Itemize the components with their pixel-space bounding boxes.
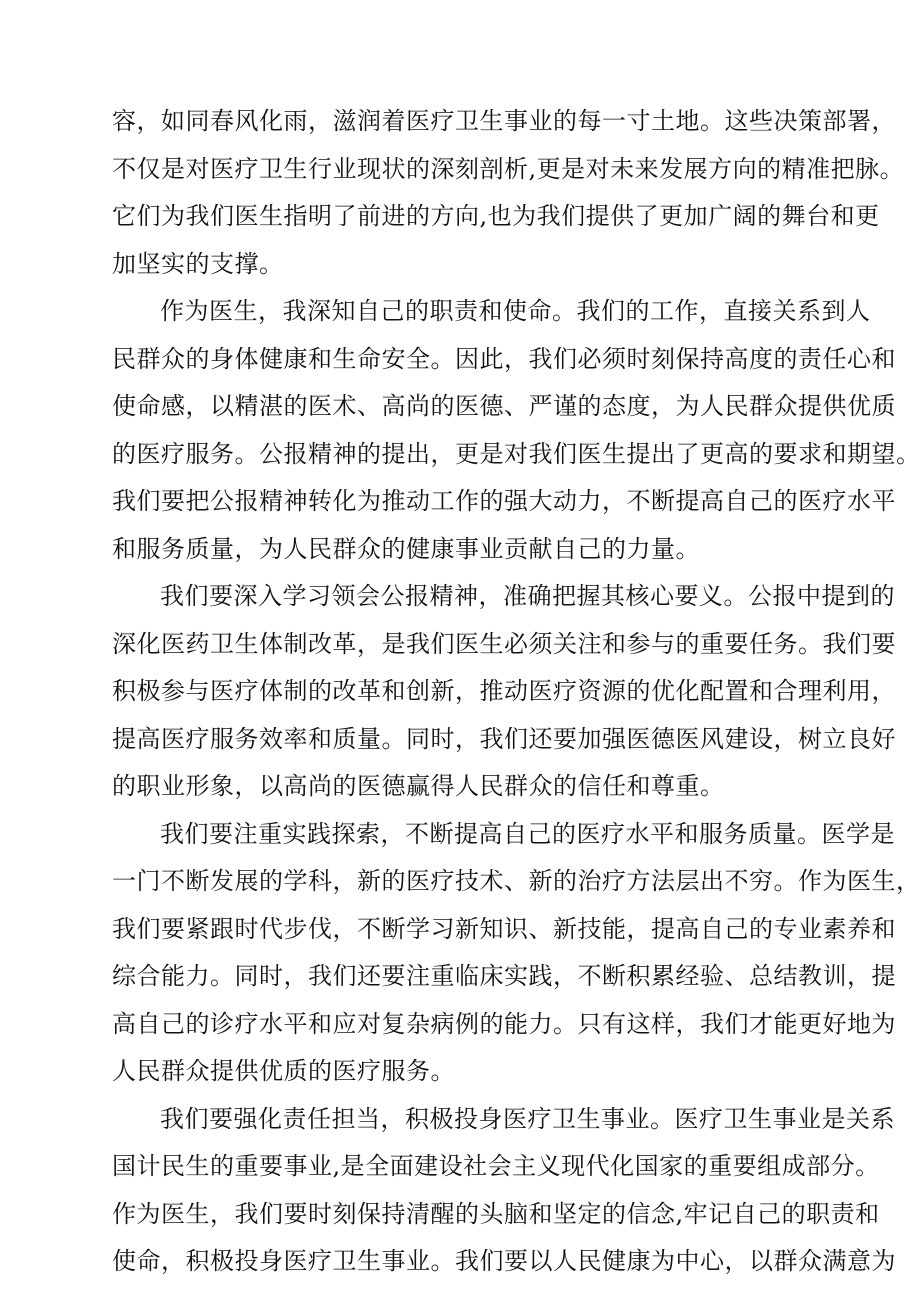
paragraph-3 [112, 573, 896, 811]
text-line: 我们要紧跟时代步伐，不断学习新知识、新技能，提高自己的专业素养和 [112, 914, 896, 943]
text-line: 高自己的诊疗水平和应对复杂病例的能力。只有这样，我们才能更好地为 [112, 1009, 896, 1038]
paragraph-2 [112, 288, 920, 573]
text-line: 综合能力。同时，我们还要注重临床实践，不断积累经验、总结教训，提 [112, 962, 896, 990]
text-line: 作为医生，我深知自己的职责和使命。我们的工作，直接关系到人 [160, 297, 871, 325]
paragraph-5 [112, 1096, 896, 1286]
text-line: 人民群众提供优质的医疗服务。 [112, 1057, 455, 1085]
text-line: 积极参与医疗体制的改革和创新，推动医疗资源的优化配置和合理利用， [112, 677, 896, 705]
text-line: 我们要强化责任担当，积极投身医疗卫生事业。医疗卫生事业是关系 [160, 1104, 895, 1133]
paragraph-4 [112, 811, 920, 1096]
text-line: 的医疗服务。公报精神的提出，更是对我们医生提出了更高的要求和期望。 [112, 439, 920, 468]
text-line: 容，如同春风化雨，滋润着医疗卫生事业的每一寸土地。这些决策部署， [112, 107, 896, 135]
text-line: 和服务质量，为人民群众的健康事业贡献自己的力量。 [112, 534, 700, 563]
text-line: 加坚实的支撑。 [112, 249, 284, 278]
text-line: 作为医生，我们要时刻保持清醒的头脑和坚定的信念,牢记自己的职责和 [112, 1199, 880, 1228]
paragraph-1 [112, 98, 905, 288]
text-line: 不仅是对医疗卫生行业现状的深刻剖析,更是对未来发展方向的精准把脉。 [112, 154, 905, 183]
text-line: 的职业形象，以高尚的医德赢得人民群众的信任和尊重。 [112, 772, 725, 800]
text-line: 一门不断发展的学科，新的医疗技术、新的治疗方法层出不穷。作为医生， [112, 867, 920, 895]
text-line: 使命，积极投身医疗卫生事业。我们要以人民健康为中心，以群众满意为 [112, 1247, 896, 1275]
text-line: 提高医疗服务效率和质量。同时，我们还要加强医德医风建设，树立良好 [112, 724, 896, 753]
text-line: 深化医药卫生体制改革，是我们医生必须关注和参与的重要任务。我们要 [112, 629, 896, 658]
text-line: 我们要把公报精神转化为推动工作的强大动力，不断提高自己的医疗水平 [112, 487, 896, 515]
text-line: 它们为我们医生指明了前进的方向,也为我们提供了更加广阔的舞台和更 [112, 202, 880, 230]
document-body [112, 98, 920, 1286]
text-line: 我们要注重实践探索，不断提高自己的医疗水平和服务质量。医学是 [160, 819, 895, 848]
text-line: 民群众的身体健康和生命安全。因此，我们必须时刻保持高度的责任心和 [112, 344, 896, 373]
text-line: 我们要深入学习领会公报精神，准确把握其核心要义。公报中提到的 [160, 582, 895, 610]
text-line: 国计民生的重要事业,是全面建设社会主义现代化国家的重要组成部分。 [112, 1152, 880, 1180]
text-line: 使命感，以精湛的医术、高尚的医德、严谨的态度，为人民群众提供优质 [112, 392, 896, 420]
